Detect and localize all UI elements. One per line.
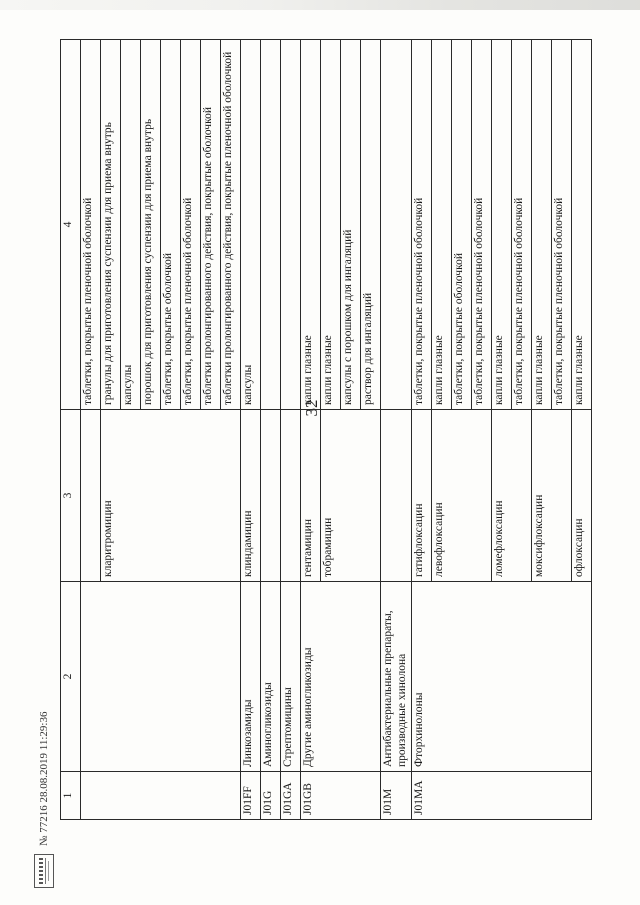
- drug-name-cell: ломефлоксацин: [491, 410, 531, 582]
- dosage-form-cell: таблетки пролонгированного действия, покрытые оболочкой: [201, 40, 221, 410]
- dosage-form-cell: таблетки пролонгированного действия, покрытые пленочной оболочкой: [221, 40, 241, 410]
- group-name-cell: Антибактериальные препараты, производные хинолона: [381, 582, 412, 772]
- dosage-form-cell: гранулы для приготовления суспензии для приема внутрь: [101, 40, 121, 410]
- atc-code-cell: [81, 772, 241, 820]
- atc-code-cell: J01MA: [411, 772, 591, 820]
- document-footer: [34, 712, 54, 888]
- dosage-form-cell: капли глазные: [491, 40, 511, 410]
- column-header: 4: [61, 40, 81, 410]
- atc-code-cell: J01GA: [281, 772, 301, 820]
- dosage-form-cell: таблетки, покрытые оболочкой: [451, 40, 471, 410]
- dosage-form-cell: капсулы: [121, 40, 141, 410]
- atc-code-cell: J01G: [261, 772, 281, 820]
- group-name-cell: Стрептомицины: [281, 582, 301, 772]
- drug-name-cell: клиндамицин: [241, 410, 261, 582]
- drug-name-cell: тобрамицин: [321, 410, 381, 582]
- dosage-form-cell: порошок для приготовления суспензии для приема внутрь: [141, 40, 161, 410]
- table-row: [281, 40, 301, 820]
- dosage-form-cell: [381, 40, 412, 410]
- scan-edge: [0, 0, 640, 10]
- table-header-row: [61, 40, 81, 820]
- atc-code-cell: J01GB: [301, 772, 381, 820]
- column-header: 1: [61, 772, 81, 820]
- group-name-cell: Фторхинолоны: [411, 582, 591, 772]
- drug-name-cell: левофлоксацин: [431, 410, 491, 582]
- group-name-cell: [81, 582, 241, 772]
- drug-name-cell: [261, 410, 281, 582]
- dosage-form-cell: таблетки, покрытые оболочкой: [161, 40, 181, 410]
- dosage-form-cell: таблетки, покрытые пленочной оболочкой: [81, 40, 101, 410]
- drug-name-cell: гентамицин: [301, 410, 321, 582]
- group-name-cell: Линкозамиды: [241, 582, 261, 772]
- garant-stamp-logo: [34, 854, 54, 888]
- table-row: [81, 40, 101, 820]
- dosage-form-cell: таблетки, покрытые пленочной оболочкой: [181, 40, 201, 410]
- atc-code-cell: J01M: [381, 772, 412, 820]
- drug-name-cell: [381, 410, 412, 582]
- atc-code-cell: J01FF: [241, 772, 261, 820]
- dosage-form-cell: таблетки, покрытые пленочной оболочкой: [471, 40, 491, 410]
- dosage-form-cell: капли глазные: [431, 40, 451, 410]
- table-row: [301, 40, 321, 820]
- rotated-page-content: [60, 40, 640, 820]
- dosage-form-cell: таблетки, покрытые пленочной оболочкой: [551, 40, 571, 410]
- table-row: [381, 40, 412, 820]
- column-header: 2: [61, 582, 81, 772]
- dosage-form-cell: капли глазные: [531, 40, 551, 410]
- table-row: [411, 40, 431, 820]
- drug-name-cell: [281, 410, 301, 582]
- group-name-cell: Аминогликозиды: [261, 582, 281, 772]
- dosage-form-cell: таблетки, покрытые пленочной оболочкой: [411, 40, 431, 410]
- dosage-form-cell: таблетки, покрытые пленочной оболочкой: [511, 40, 531, 410]
- drug-name-cell: моксифлоксацин: [531, 410, 571, 582]
- dosage-form-cell: капли глазные: [321, 40, 341, 410]
- table-row: [241, 40, 261, 820]
- table-row: [261, 40, 281, 820]
- dosage-form-cell: капсулы с порошком для ингаляций: [341, 40, 361, 410]
- column-header: 3: [61, 410, 81, 582]
- drug-name-cell: кларитромицин: [101, 410, 241, 582]
- drug-name-cell: [81, 410, 101, 582]
- drug-name-cell: офлоксацин: [571, 410, 591, 582]
- dosage-form-cell: [261, 40, 281, 410]
- dosage-form-cell: капли глазные: [301, 40, 321, 410]
- drug-name-cell: гатифлоксацин: [411, 410, 431, 582]
- page-number: 32: [302, 399, 321, 417]
- atc-table: [60, 39, 592, 820]
- dosage-form-cell: [281, 40, 301, 410]
- document-stamp: № 77216 28.08.2019 11:29:36: [38, 711, 50, 846]
- dosage-form-cell: капсулы: [241, 40, 261, 410]
- dosage-form-cell: раствор для ингаляций: [361, 40, 381, 410]
- group-name-cell: Другие аминогликозиды: [301, 582, 381, 772]
- dosage-form-cell: капли глазные: [571, 40, 591, 410]
